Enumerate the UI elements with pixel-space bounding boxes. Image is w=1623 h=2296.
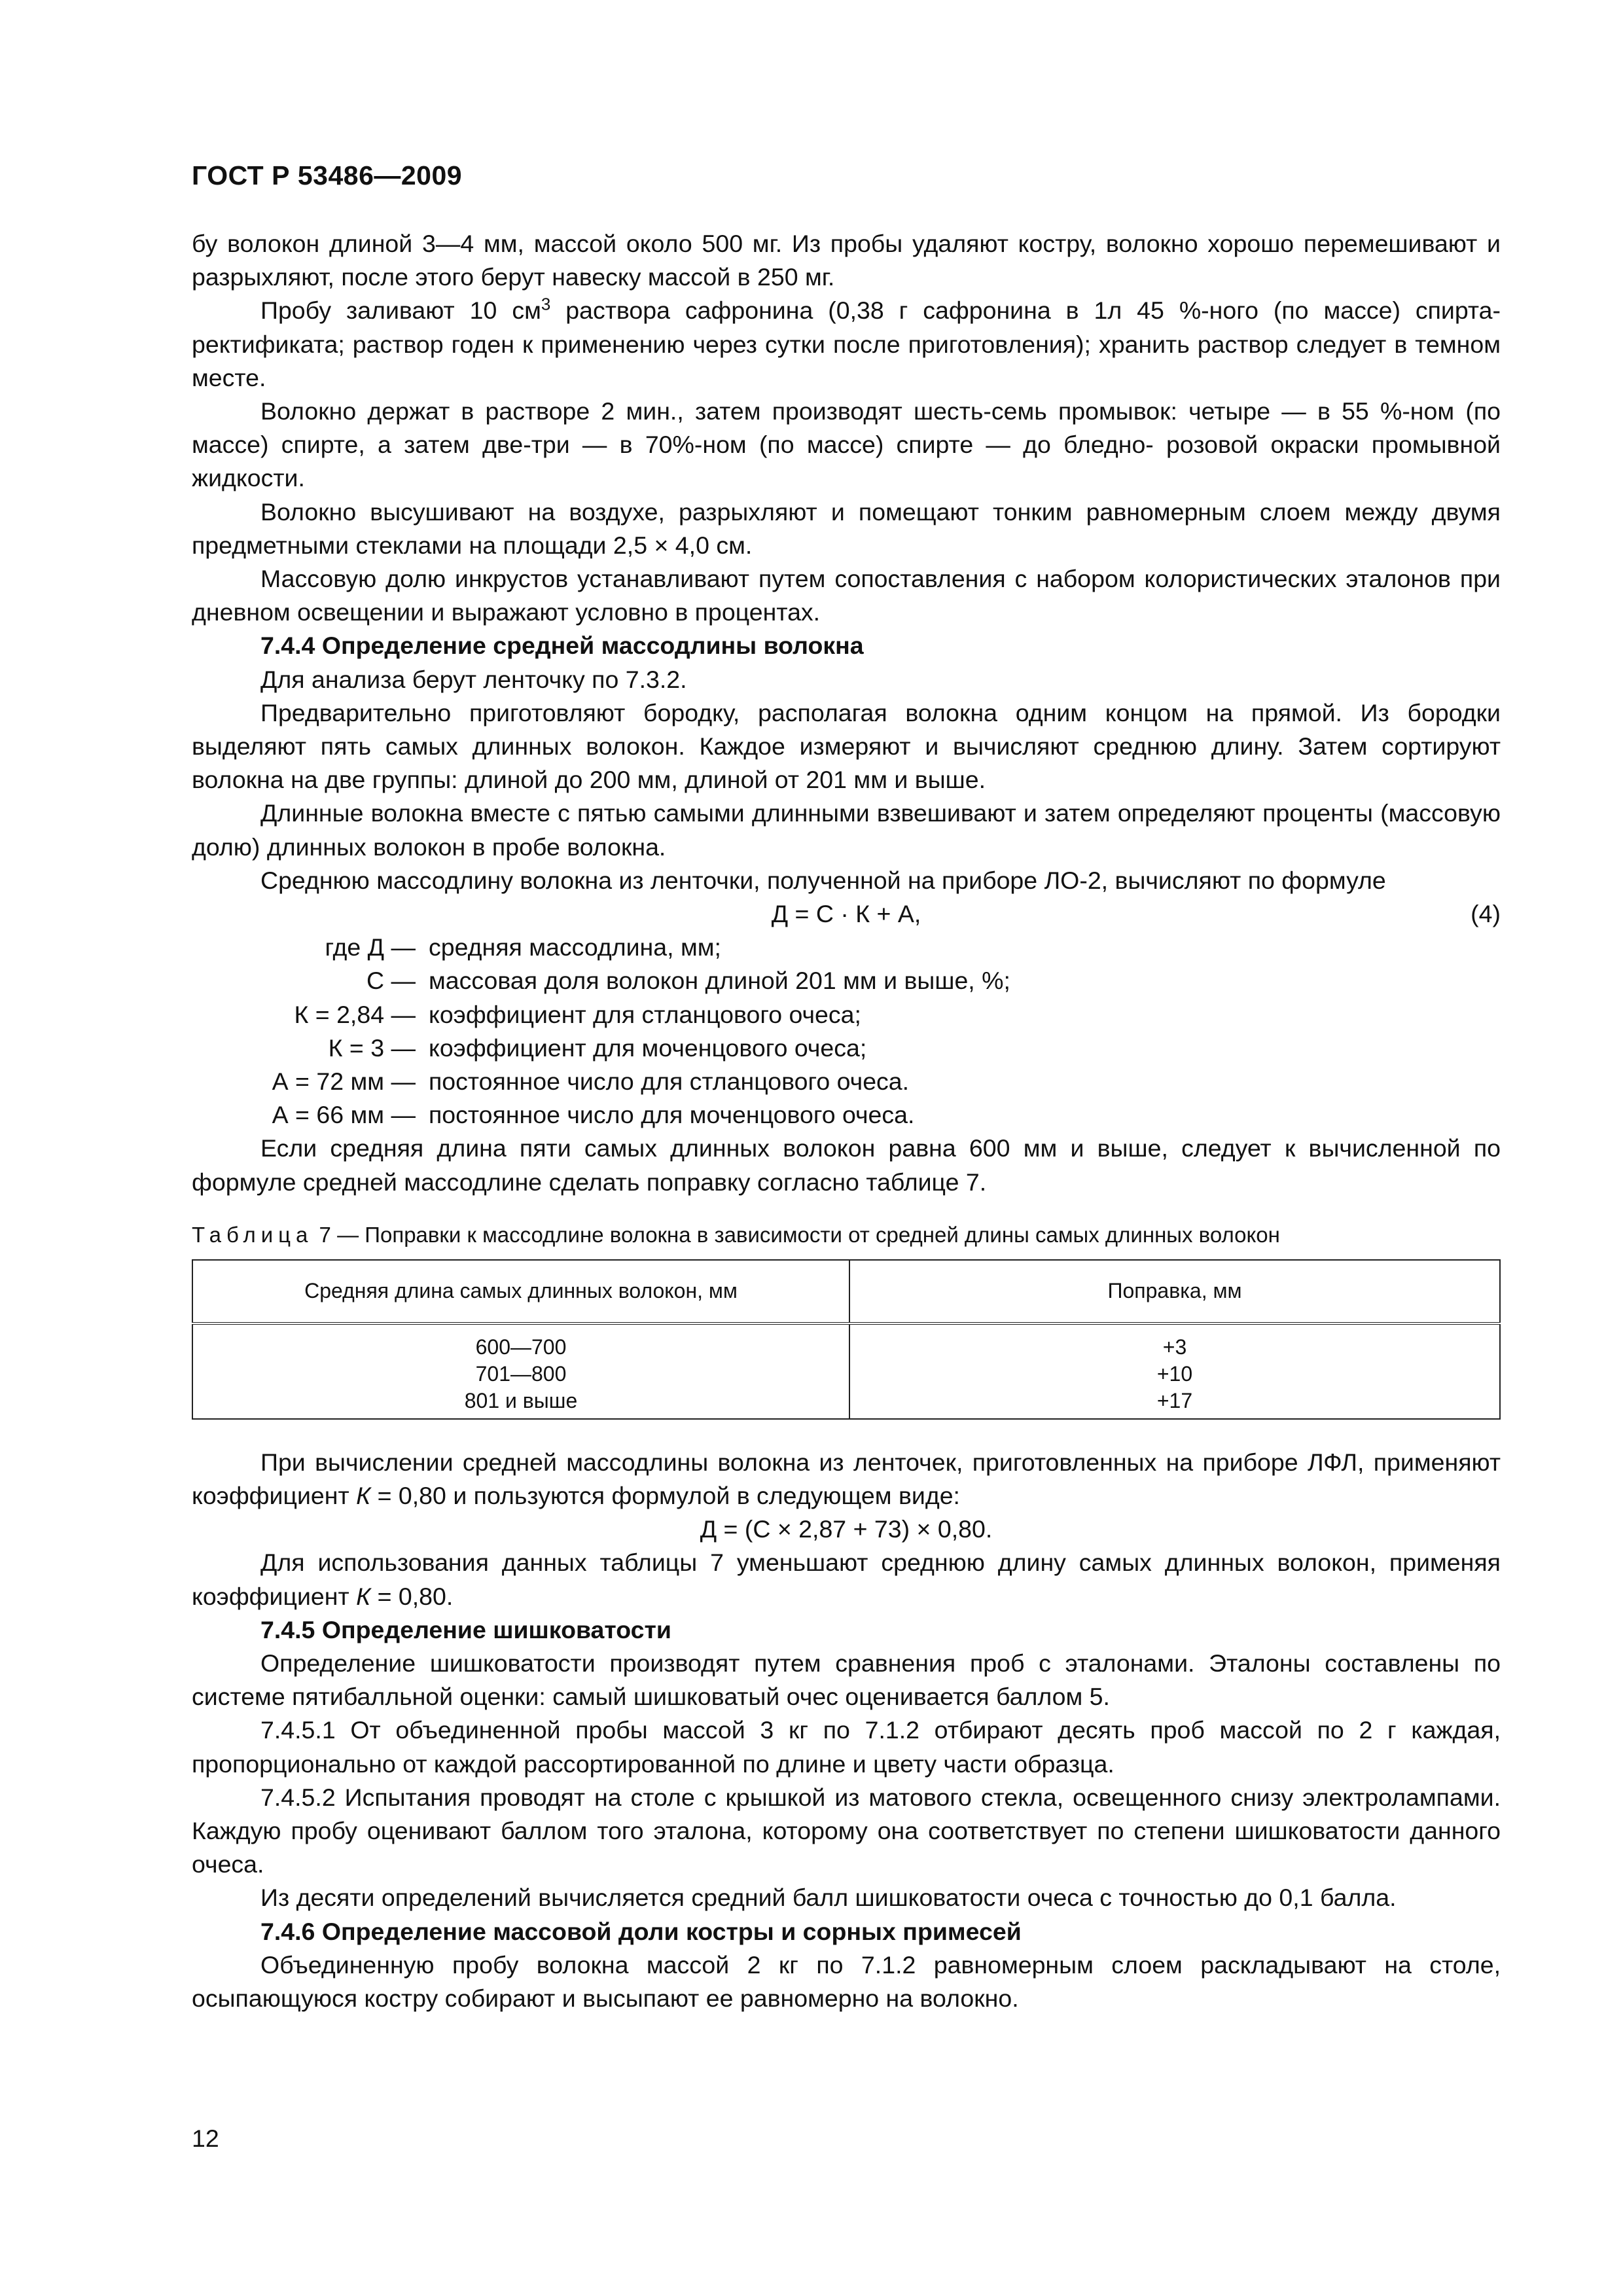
formula-5 [192,1513,1501,1546]
definition-row [192,964,1501,997]
variable-definitions [192,931,1501,1132]
paragraph: Среднюю массодлину волокна из ленточки, полученной на приборе ЛО-2, вычисляют по формуле [260,866,1386,894]
table-7 [192,1259,1501,1420]
paragraph: Если средняя длина пяти самых длинных волокон равна 600 мм и выше, следует к вычисленной по формуле средней массодлине сделать поправку согласно таблице 7. [192,1134,1501,1196]
definition-symbol: К = 3 — [328,1033,416,1062]
definition-text: постоянное число для стланцового очеса. [429,1067,910,1095]
paragraph: Для анализа берут ленточку по 7.3.2. [260,665,687,693]
paragraph: бу волокон длиной 3—4 мм, массой около 500 мг. Из пробы удаляют костру, волокно хорошо перемешивают и разрыхляют, после этого берут навеску массой в 250 мг. [192,230,1501,291]
definition-row [192,998,1501,1031]
definition-row [192,1098,1501,1132]
table-cell: +3 +10 +17 [849,1323,1500,1419]
paragraph: 7.4.5.2 Испытания проводят на столе с крышкой из матового стекла, освещенного снизу электролампами. Каждую пробу оценивают баллом того эталона, которому она соответствует по степени шишковатости данного очеса. [192,1783,1501,1878]
section-heading-7-4-5: 7.4.5 Определение шишковатости [260,1615,671,1643]
definition-row [192,1065,1501,1098]
formula-text: Д = (С × 2,87 + 73) × 0,80. [700,1515,993,1543]
table-cell: 600—700 701—800 801 и выше [192,1323,849,1419]
definition-symbol: К = 2,84 — [294,1000,416,1028]
table-header-cell: Средняя длина самых длинных волокон, мм [192,1260,849,1323]
paragraph: Длинные волокна вместе с пятью самыми длинными взвешивают и затем определяют проценты (массовую долю) длинных волокон в пробе волокна. [192,799,1501,861]
paragraph: Определение шишковатости производят путем сравнения проб с эталонами. Эталоны составлены по системе пятибалльной оценки: самый шишковатый очес оценивается баллом 5. [192,1649,1501,1711]
paragraph: Массовую долю инкрустов устанавливают путем сопоставления с набором колористических эталонов при дневном освещении и выражают условно в процентах. [192,565,1501,626]
paragraph: При вычислении средней массодлины волокна из ленточек, приготовленных на приборе ЛФЛ, применяют коэффициент К = 0,80 и пользуются формулой в следующем виде: [192,1448,1501,1509]
table-row [192,1323,1500,1419]
definition-row [192,931,1501,964]
page-number: 12 [192,2125,219,2152]
paragraph: 7.4.5.1 От объединенной пробы массой 3 кг по 7.1.2 отбирают десять проб массой по 2 г каждая, пропорционально от каждой рассортированной по длине и цвету части образца. [192,1716,1501,1778]
paragraph: Предварительно приготовляют бородку, располагая волокна одним концом на прямой. Из бородки выделяют пять самых длинных волокон. Каждое измеряют и вычисляют среднюю длину. Затем сортируют волокна на две группы: длиной до 200 мм, длиной от 201 мм и выше. [192,698,1501,794]
paragraph: Волокно держат в растворе 2 мин., затем производят шесть-семь промывок: четыре — в 55 %-ном (по массе) спирте, а затем две-три — в 70%-ном (по массе) спирте — до бледно- розовой окраски промывной жидкости. [192,397,1501,492]
definition-symbol: С — [366,967,416,995]
table-header-cell: Поправка, мм [849,1260,1500,1323]
paragraph: Из десяти определений вычисляется средний балл шишковатости очеса с точностью до 0,1 балла. [260,1884,1397,1912]
paragraph: Пробу заливают 10 $см^3$ раствора сафронина (0,38 г сафронина в 1л 45 %-ного (по массе) спирта-ректификата; раствор годен к применению через сутки после приготовления); хранить раствор следует в темном месте. [192,294,1501,391]
definition-text: постоянное число для моченцового очеса. [429,1101,915,1129]
definition-text: средняя массодлина, мм; [429,933,721,961]
paragraph: Объединенную пробу волокна массой 2 кг по 7.1.2 равномерным слоем раскладывают на столе, осыпающуюся костру собирают и высыпают ее равномерно на волокно. [192,1950,1501,2013]
definition-text: массовая доля волокон длиной 201 мм и выше, %; [429,967,1010,995]
formula-4 [192,897,1501,931]
definition-symbol: где Д — [325,933,416,961]
document-header: ГОСТ Р 53486—2009 [192,160,463,190]
section-heading-7-4-6: 7.4.6 Определение массовой доли костры и сорных примесей [260,1917,1022,1945]
document-body [192,227,1501,2015]
paragraph: Для использования данных таблицы 7 уменьшают среднюю длину самых длинных волокон, применяя коэффициент К = 0,80. [192,1549,1501,1610]
formula-text: Д = С · К + А, [771,900,921,928]
section-heading-7-4-4: 7.4.4 Определение средней массодлины волокна [260,632,864,660]
definition-row [192,1031,1501,1065]
definition-symbol: А = 72 мм — [272,1067,416,1095]
paragraph: Волокно высушивают на воздухе, разрыхляют и помещают тонким равномерным слоем между двумя предметными стеклами на площади 2,5 × 4,0 см. [192,497,1501,559]
table-caption: Таблица 7 — Поправки к массодлине волокна в зависимости от средней длины самых длинных волокон [192,1222,1280,1247]
formula-number: (4) [1471,900,1501,928]
definition-text: коэффициент для моченцового очеса; [429,1033,867,1062]
definition-symbol: А = 66 мм — [272,1101,416,1129]
definition-text: коэффициент для стланцового очеса; [429,1000,861,1028]
